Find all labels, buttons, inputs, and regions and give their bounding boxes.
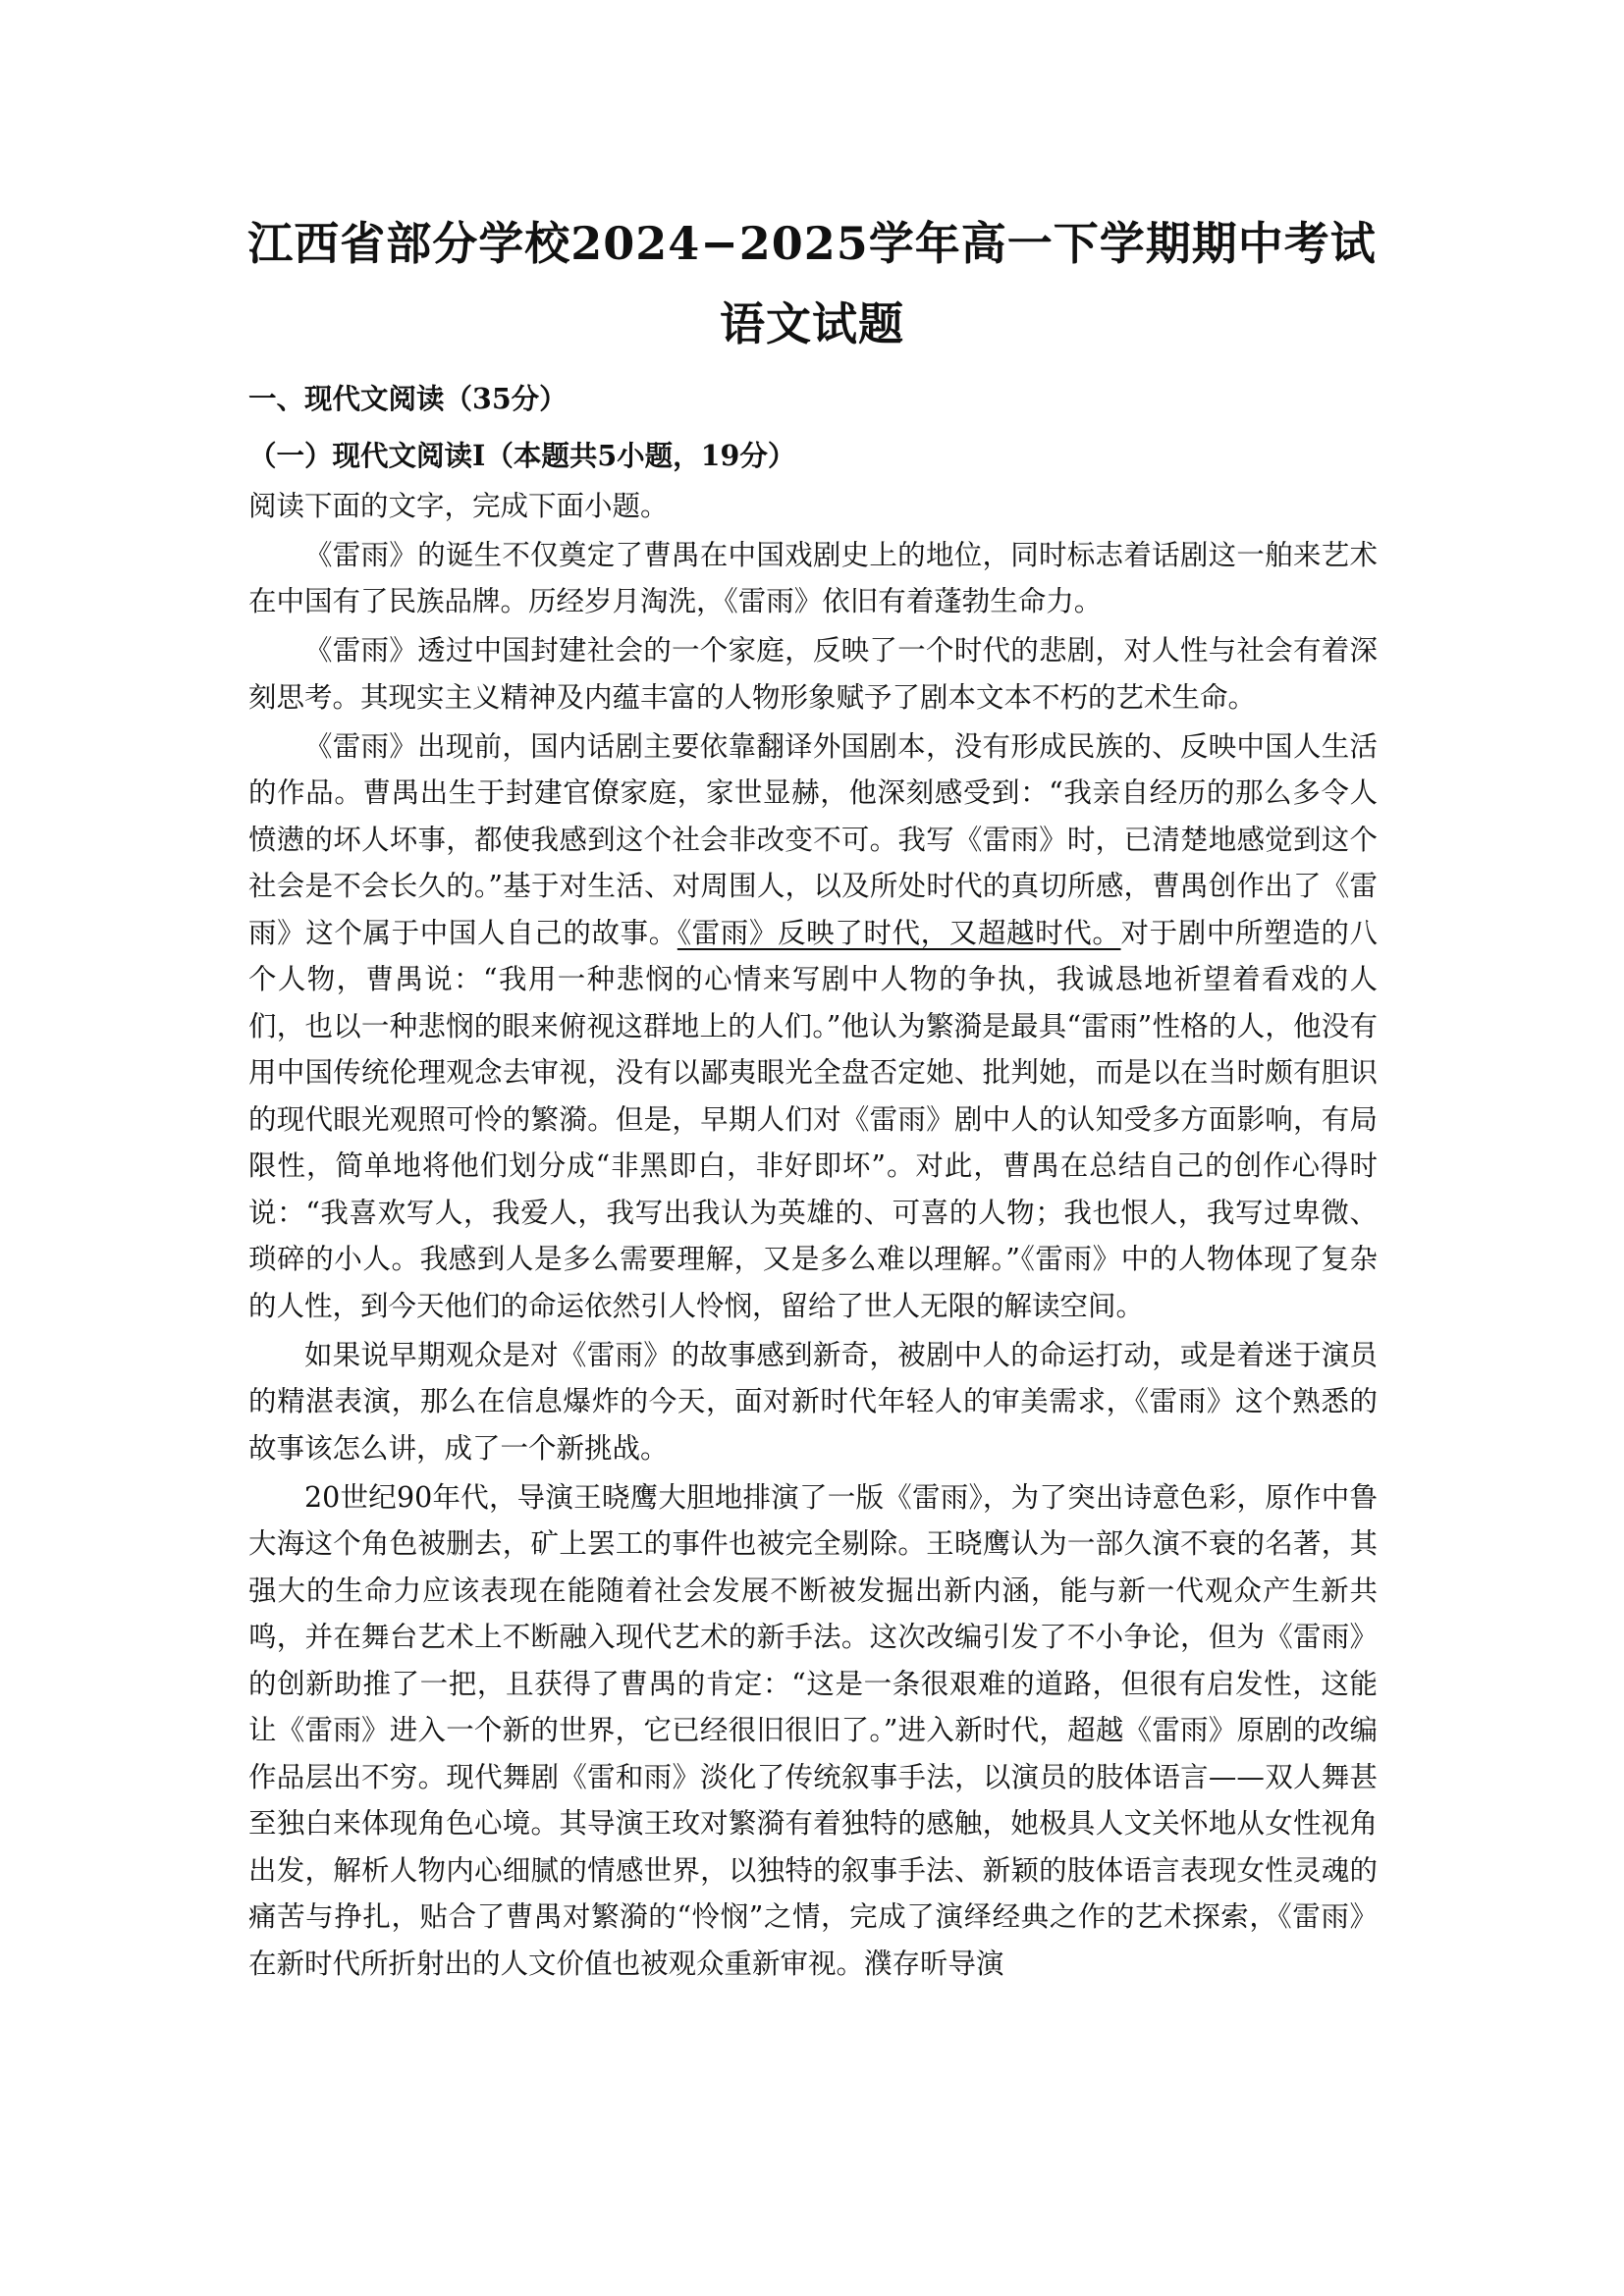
- paragraph-1: 《雷雨》的诞生不仅奠定了曹禺在中国戏剧史上的地位，同时标志着话剧这一舶来艺术在中国有了民族品牌。历经岁月淘洗，《雷雨》依旧有着蓬勃生命力。: [248, 538, 1378, 617]
- underlined-sentence: 《雷雨》反映了时代，又超越时代。: [677, 916, 1121, 949]
- section-heading: 一、现代文阅读（35分）: [248, 382, 568, 415]
- paragraph-3-after: 对于剧中所塑造的八个人物，曹禺说：“我用一种悲悯的心情来写剧中人物的争执，我诚恳地祈望着看戏的人们，也以一种悲悯的眼来俯视这群地上的人们。”他认为繁漪是最具“雷雨”性格的人，他没有用中国传统伦理观念去审视，没有以鄙夷眼光全盘否定她、批判她，而是以在当时颇有胆识的现代眼光观照可怜的繁漪。但是，早期人们对《雷雨》剧中人的认知受多方面影响，有局限性，简单地将他们划分成“非黑即白，非好即坏”。对此，曹禺在总结自己的创作心得时说：“我喜欢写人，我爱人，我写出我认为英雄的、可喜的人物；我也恨人，我写过卑微、琐碎的小人。我感到人是多么需要理解，又是多么难以理解。”《雷雨》中的人物体现了复杂的人性，到今天他们的命运依然引人怜悯，留给了世人无限的解读空间。: [248, 916, 1378, 1322]
- exam-subtitle: 语文试题: [720, 297, 904, 350]
- subsection-heading: （一）现代文阅读Ⅰ（本题共5小题，19分）: [248, 438, 796, 472]
- paragraph-4: 如果说早期观众是对《雷雨》的故事感到新奇，被剧中人的命运打动，或是着迷于演员的精湛表演，那么在信息爆炸的今天，面对新时代年轻人的审美需求，《雷雨》这个熟悉的故事该怎么讲，成了一个新挑战。: [248, 1338, 1378, 1465]
- exam-title: 江西省部分学校2024−2025学年高一下学期期中考试: [247, 217, 1377, 270]
- paragraph-2: 《雷雨》透过中国封建社会的一个家庭，反映了一个时代的悲剧，对人性与社会有着深刻思考。其现实主义精神及内蕴丰富的人物形象赋予了剧本文本不朽的艺术生命。: [248, 634, 1378, 714]
- exam-body: [248, 376, 1378, 1990]
- paragraph-3: [248, 723, 1378, 1330]
- paragraph-5: 20世纪90年代，导演王晓鹰大胆地排演了一版《雷雨》，为了突出诗意色彩，原作中鲁大海这个角色被删去，矿上罢工的事件也被完全剔除。王晓鹰认为一部久演不衰的名著，其强大的生命力应该表现在能随着社会发展不断被发掘出新内涵，能与新一代观众产生新共鸣，并在舞台艺术上不断融入现代艺术的新手法。这次改编引发了不小争论，但为《雷雨》的创新助推了一把，且获得了曹禺的肯定：“这是一条很艰难的道路，但很有启发性，这能让《雷雨》进入一个新的世界，它已经很旧很旧了。”进入新时代，超越《雷雨》原剧的改编作品层出不穷。现代舞剧《雷和雨》淡化了传统叙事手法，以演员的肢体语言——双人舞甚至独白来体现角色心境。其导演王玫对繁漪有着独特的感触，她极具人文关怀地从女性视角出发，解析人物内心细腻的情感世界，以独特的叙事手法、新颖的肢体语言表现女性灵魂的痛苦与挣扎，贴合了曹禺对繁漪的“怜悯”之情，完成了演绎经典之作的艺术探索，《雷雨》在新时代所折射出的人文价值也被观众重新审视。濮存昕导演: [248, 1480, 1378, 1980]
- reading-instruction: 阅读下面的文字，完成下面小题。: [248, 490, 669, 522]
- paragraph-3-before: 《雷雨》出现前，国内话剧主要依靠翻译外国剧本，没有形成民族的、反映中国人生活的作品。曹禺出生于封建官僚家庭，家世显赫，他深刻感受到：“我亲自经历的那么多令人愤懑的坏人坏事，都使我感到这个社会非改变不可。我写《雷雨》时，已清楚地感觉到这个社会是不会长久的。”基于对生活、对周围人，以及所处时代的真切所感，曹禺创作出了《雷雨》这个属于中国人自己的故事。: [248, 729, 1378, 949]
